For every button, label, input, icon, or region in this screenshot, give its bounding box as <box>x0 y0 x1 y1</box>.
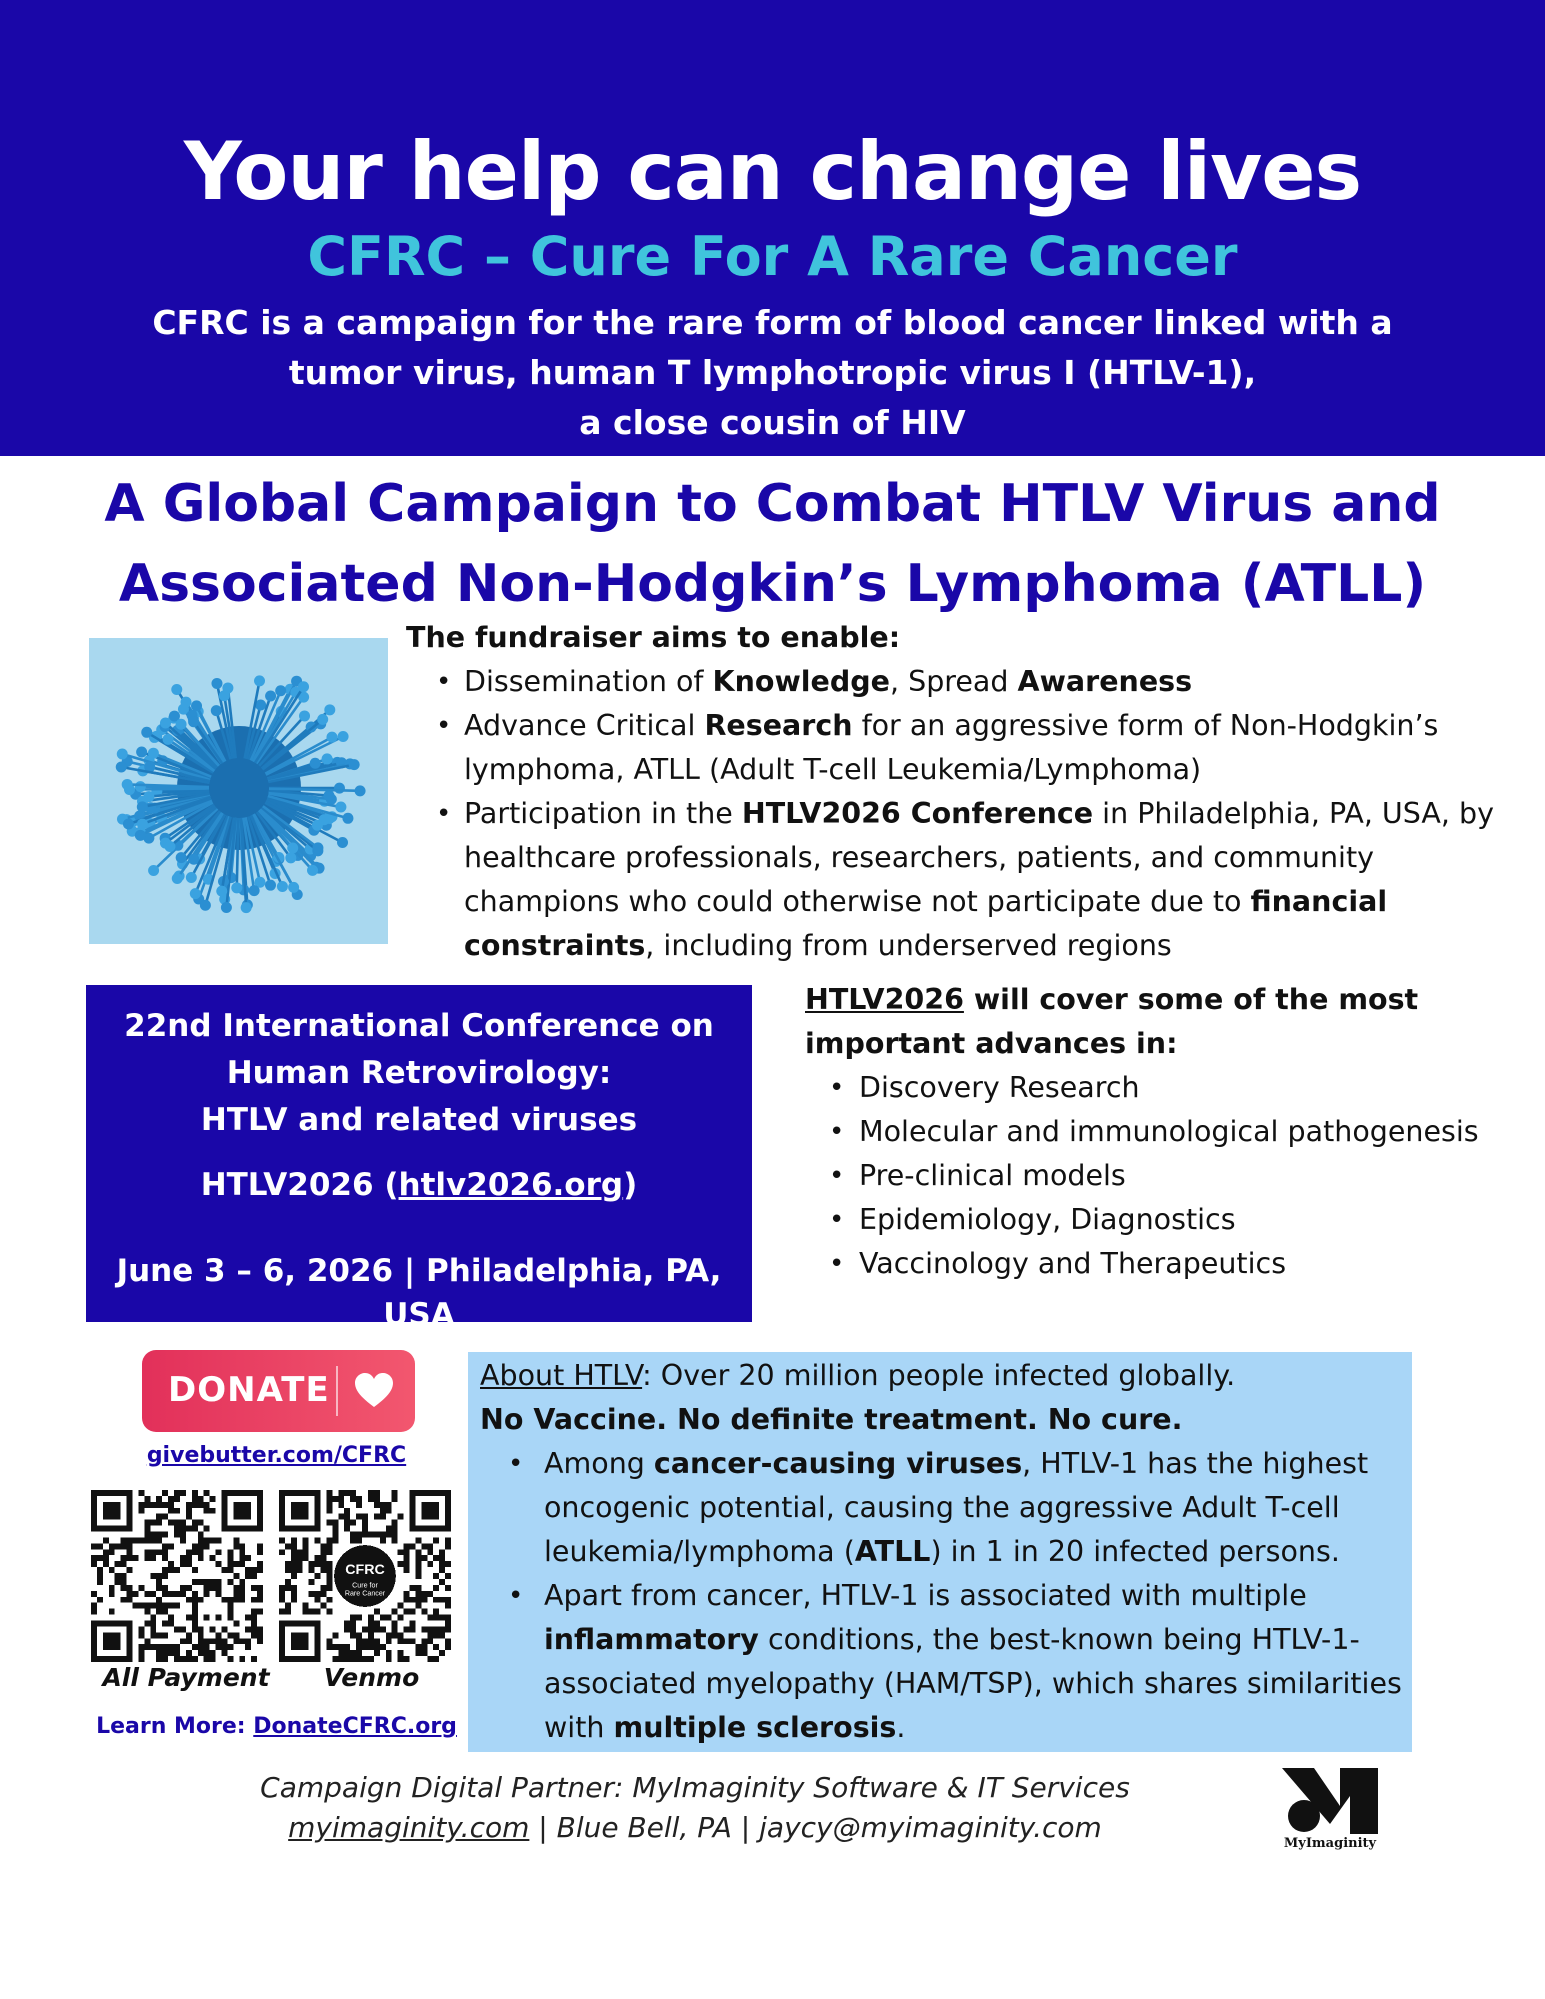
campaign-headline <box>0 464 1545 624</box>
topic-item: • Molecular and immunological pathogenesis <box>823 1110 1505 1154</box>
donate-label: DONATE <box>168 1370 330 1410</box>
qr-code-all-payment[interactable] <box>91 1490 263 1662</box>
fundraiser-aims <box>406 616 1516 968</box>
footer-contact-text: | Blue Bell, PA | jaycy@myimaginity.com <box>529 1811 1102 1844</box>
myimaginity-logo-text: MyImaginity <box>1283 1836 1377 1851</box>
myimaginity-logo <box>1280 1766 1380 1856</box>
aims-text: for an aggressive form of Non-Hodgkin’s lymphoma, ATLL (Adult T-cell Leukemia/Lymphoma) <box>464 709 1439 786</box>
virus-illustration <box>89 638 388 944</box>
conference-box <box>86 985 752 1333</box>
topic-item: • Discovery Research <box>823 1066 1505 1110</box>
virus-image <box>89 638 388 944</box>
about-list <box>502 1442 1410 1750</box>
givebutter-link[interactable]: givebutter.com/CFRC <box>146 1443 407 1468</box>
qr-label-venmo: Venmo <box>323 1663 420 1692</box>
conference-line-1: 22nd International Conference on <box>124 1008 714 1044</box>
learn-more-prefix: Learn More: <box>96 1714 254 1739</box>
venmo-qr-logo-subtext: Cure for <box>352 1581 378 1590</box>
aims-bold: Awareness <box>1017 665 1193 698</box>
about-text: Among <box>544 1447 654 1480</box>
conference-name <box>86 1003 752 1144</box>
about-text: ) in 1 in 20 infected persons. <box>930 1535 1340 1568</box>
conference-topics <box>805 978 1505 1286</box>
myimaginity-link[interactable]: myimaginity.com <box>288 1811 530 1844</box>
aims-text: in Philadelphia, PA, USA, by healthcare professionals, researchers, patients, and community champions who could otherwise not participate due to <box>464 797 1494 918</box>
headline-line-1: A Global Campaign to Combat HTLV Virus and <box>104 474 1441 534</box>
desc-line-3: a close cousin of HIV <box>579 403 966 442</box>
aims-bold: HTLV2026 Conference <box>741 797 1094 830</box>
qr-label-all-payment: All Payment <box>102 1663 270 1692</box>
aims-list <box>428 660 1516 968</box>
about-htlv-panel <box>468 1352 1412 1752</box>
conference-website-link[interactable]: htlv2026.org <box>398 1167 624 1203</box>
about-bold-line: No Vaccine. No definite treatment. No cure. <box>480 1403 1183 1436</box>
aims-bold: Knowledge <box>712 665 890 698</box>
about-bold: multiple sclerosis <box>613 1711 897 1744</box>
page-subtitle: CFRC – Cure For A Rare Cancer <box>307 225 1238 288</box>
aims-item-knowledge <box>428 660 1516 704</box>
donatecfrc-link[interactable]: DonateCFRC.org <box>253 1714 457 1739</box>
conference-line-3: HTLV and related viruses <box>200 1102 638 1138</box>
desc-line-2: tumor virus, human T lymphotropic virus I (HTLV-1), <box>288 353 1257 392</box>
about-text: , HTLV-1 has the highest oncogenic potential, causing the aggressive Adult T-cell leukemia/lymphoma ( <box>544 1447 1369 1568</box>
about-text: . <box>896 1711 906 1744</box>
aims-item-participation <box>428 792 1516 968</box>
aims-text: , Spread <box>890 665 1018 698</box>
page-title: Your help can change lives <box>183 125 1362 218</box>
topics-list <box>823 1066 1505 1286</box>
topic-item: • Pre-clinical models <box>823 1154 1505 1198</box>
heart-icon <box>354 1372 394 1410</box>
about-htlv-link[interactable]: About HTLV <box>480 1359 643 1392</box>
aims-item-research <box>428 704 1516 792</box>
desc-line-1: CFRC is a campaign for the rare form of blood cancer linked with a <box>152 303 1393 342</box>
topics-lead <box>805 978 1505 1066</box>
footer <box>0 1768 1390 1848</box>
myimaginity-mark-icon <box>1280 1766 1380 1836</box>
about-content <box>480 1354 1410 1750</box>
conference-code-text: ) <box>623 1167 638 1203</box>
about-bold: ATLL <box>854 1535 931 1568</box>
about-item-oncogenic <box>502 1442 1410 1574</box>
qr-code-venmo[interactable] <box>279 1490 451 1662</box>
aims-text: , including from underserved regions <box>645 929 1172 962</box>
campaign-description <box>0 298 1545 448</box>
about-title-text: : Over 20 million people infected globally. <box>642 1359 1236 1392</box>
conference-code-text: HTLV2026 ( <box>200 1167 399 1203</box>
footer-contact <box>0 1808 1390 1848</box>
about-text: Apart from cancer, HTLV-1 is associated with multiple <box>544 1579 1307 1612</box>
about-item-inflammatory <box>502 1574 1410 1750</box>
about-text: conditions, the best-known being HTLV-1-associated myelopathy (HAM/TSP), which shares similarities with <box>544 1623 1402 1744</box>
donate-divider <box>336 1366 338 1416</box>
donate-button[interactable] <box>142 1350 415 1432</box>
venmo-qr-logo-text: CFRC <box>345 1562 385 1579</box>
headline-line-2: Associated Non-Hodgkin’s Lymphoma (ATLL) <box>118 554 1427 614</box>
conference-line-2: Human Retrovirology: <box>226 1055 612 1091</box>
aims-text: Dissemination of <box>464 665 713 698</box>
about-title <box>480 1354 1410 1398</box>
learn-more <box>80 1714 473 1739</box>
conference-date: June 3 – 6, 2026 | Philadelphia, PA, USA <box>116 1253 722 1333</box>
aims-text: Participation in the <box>464 797 742 830</box>
aims-bold: Research <box>704 709 853 742</box>
htlv2026-link[interactable]: HTLV2026 <box>805 983 964 1016</box>
aims-bold: financial constraints <box>464 885 1388 962</box>
venmo-qr-logo-subtext: Rare Cancer <box>344 1589 386 1598</box>
topic-item: • Epidemiology, Diagnostics <box>823 1198 1505 1242</box>
footer-partner: Campaign Digital Partner: MyImaginity Software & IT Services <box>260 1771 1130 1804</box>
about-bold: cancer-causing viruses <box>653 1447 1023 1480</box>
aims-lead: The fundraiser aims to enable: <box>406 621 901 654</box>
aims-text: Advance Critical <box>464 709 705 742</box>
header-banner <box>0 0 1545 456</box>
conference-code <box>86 1163 752 1207</box>
about-bold: inflammatory <box>544 1623 759 1656</box>
topics-lead-text: will cover some of the most important advances in: <box>805 983 1419 1060</box>
topic-item: • Vaccinology and Therapeutics <box>823 1242 1505 1286</box>
